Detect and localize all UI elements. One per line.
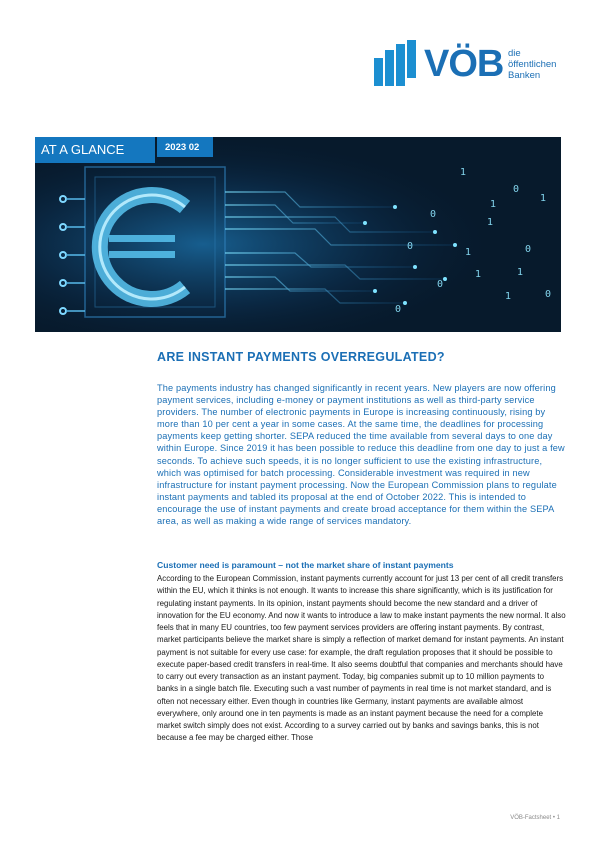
svg-text:1: 1 (460, 167, 467, 178)
article-body: According to the European Commission, instant payments currently account for just 13 per cent of all credit transfers within the EU, which it thinks is not enough. It wants to increase this share significantly, which is its justification for regulating instant payments. In its opinion, instant payments should become the new standard and a driver of innovation for the EU economy. And now it wants to introduce a law to make instant payments the new normal. It also feels that in many EU countries, too few payment services providers are offering instant payments. By contrast, market participants believe the market share is simply a reflection of market demand for instant payments. An instant payment is not suitable for every use case: for example, the draft regulation proposes that it should be possible to execute paper-based credit transfers in real-time. It also seems doubtful that companies and merchants should have to carry out every transaction as an instant payment. Today, big companies submit up to 10 million payments to banks in a single batch file. Executing such a vast number of payments in real time is not market standard, and is often not necessary either. Even though in countries like Germany, instant payments are available almost everywhere, only around one in ten payments is made as an instant payment because the need for a complete market switch simply does not exist. According to a survey carried out by banks and savings banks, this is not because a fee may be charged either. Those (157, 574, 566, 743)
svg-text:0: 0 (525, 244, 532, 255)
svg-text:0: 0 (513, 184, 520, 195)
article-title: ARE INSTANT PAYMENTS OVERREGULATED? (157, 350, 445, 364)
svg-text:0: 0 (407, 241, 414, 252)
logo-subtitle-line: öffentlichen (508, 59, 557, 70)
logo-subtitle-line: Banken (508, 70, 541, 81)
at-a-glance-label: AT A GLANCE (35, 137, 155, 163)
svg-text:1: 1 (487, 217, 494, 228)
page-footer: VÖB-Factsheet • 1 (510, 815, 560, 821)
logo-bars-icon (374, 40, 422, 90)
svg-text:1: 1 (465, 247, 472, 258)
hero-image (35, 137, 561, 332)
banner-tag (35, 137, 213, 163)
svg-text:0: 0 (545, 289, 552, 300)
svg-text:1: 1 (540, 193, 547, 204)
svg-text:1: 1 (475, 269, 482, 280)
logo-subtitle (508, 48, 556, 81)
digital-euro-illustration (35, 137, 561, 332)
svg-text:0: 0 (430, 209, 437, 220)
svg-text:0: 0 (395, 304, 402, 315)
voeb-logo (374, 40, 569, 90)
svg-text:1: 1 (505, 291, 512, 302)
svg-text:1: 1 (490, 199, 497, 210)
section-subheading: Customer need is paramount – not the market share of instant payments (157, 560, 454, 570)
article-lead: The payments industry has changed significantly in recent years. New players are now offering payment services, including e-money or payment institutions as well as third-party service providers. The number of electronic payments in Europe is increasing continuously, rising by more than 10 per cent a year in some cases. At the same time, the deadlines for processing payments keep getting shorter. SEPA reduced the time available from several days to one day within Europe. Since 2019 it has been possible to reduce this deadline from one day to just a few seconds. To achieve such speeds, it is no longer sufficient to use the existing infrastructure, which was optimised for batch processing. Considerable investment was required in new infrastructure for instant payment processing. Now the European Commission plans to regulate instant payments and tabled its proposal at the end of October 2022. This is intended to encourage the use of instant payments and create broad acceptance for them within the SEPA area, as well as making a wide range of services mandatory. (157, 383, 565, 527)
issue-label: 2023 02 (157, 137, 213, 157)
svg-text:0: 0 (437, 279, 444, 290)
logo-wordmark: VÖB (424, 43, 504, 85)
svg-text:1: 1 (517, 267, 524, 278)
logo-subtitle-line: die (508, 48, 521, 59)
